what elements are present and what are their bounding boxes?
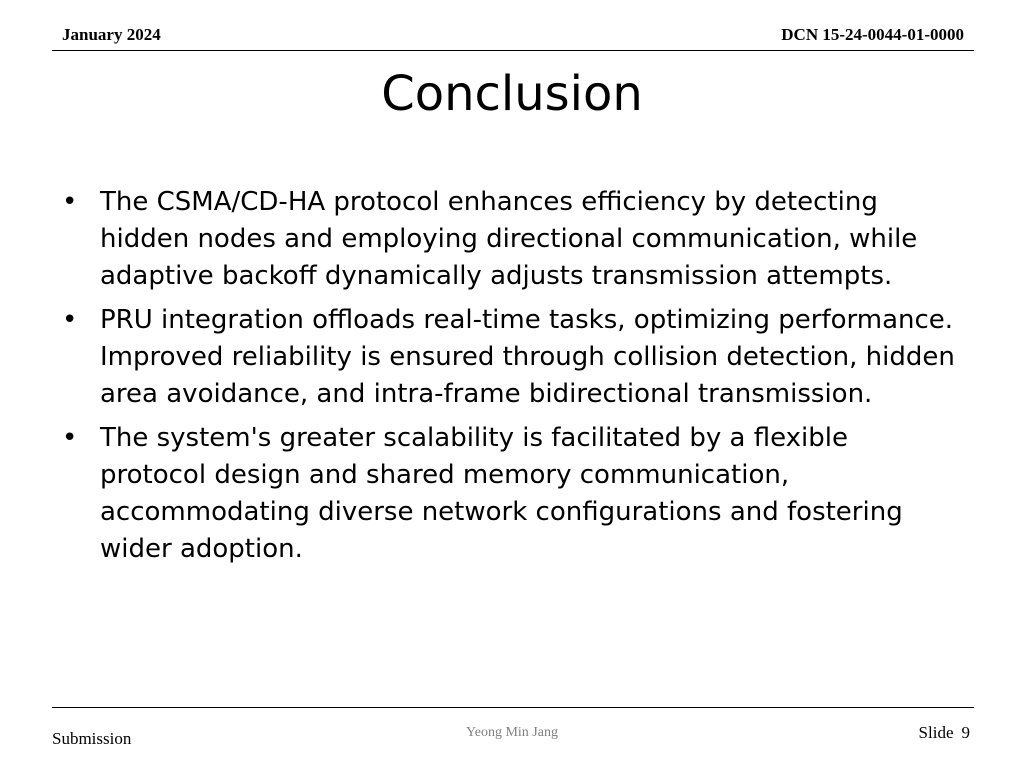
slide-title: Conclusion xyxy=(381,66,643,122)
header-document-number: DCN 15-24-0044-01-0000 xyxy=(781,25,964,44)
footer-submission: Submission xyxy=(52,729,132,748)
bullet-text: PRU integration offloads real-time tasks, optimizing performance. Improved reliability is ensured through collision detection, hidden area avoidance, and intra-frame bidirectional transmission. xyxy=(100,305,955,409)
bullet-marker: • xyxy=(62,187,78,217)
bullet-item-1 xyxy=(62,184,962,295)
bullet-text: The CSMA/CD-HA protocol enhances efficiency by detecting hidden nodes and employing directional communication, while adaptive backoff dynamically adjusts transmission attempts. xyxy=(100,187,918,291)
bullet-item-3 xyxy=(62,420,962,568)
bullet-item-2 xyxy=(62,302,962,413)
header-divider xyxy=(52,50,974,51)
footer-divider xyxy=(52,707,974,708)
footer-author: Yeong Min Jang xyxy=(466,725,558,740)
footer-slide-indicator xyxy=(919,723,970,743)
bullet-list xyxy=(62,184,962,575)
header-date: January 2024 xyxy=(62,25,161,44)
bullet-text: The system's greater scalability is facilitated by a flexible protocol design and shared memory communication, accommodating diverse network configurations and fostering wider adoption. xyxy=(100,423,903,564)
slide-number: 9 xyxy=(961,723,970,742)
bullet-marker: • xyxy=(62,305,78,335)
slide-label: Slide xyxy=(918,723,954,742)
bullet-marker: • xyxy=(62,423,78,453)
